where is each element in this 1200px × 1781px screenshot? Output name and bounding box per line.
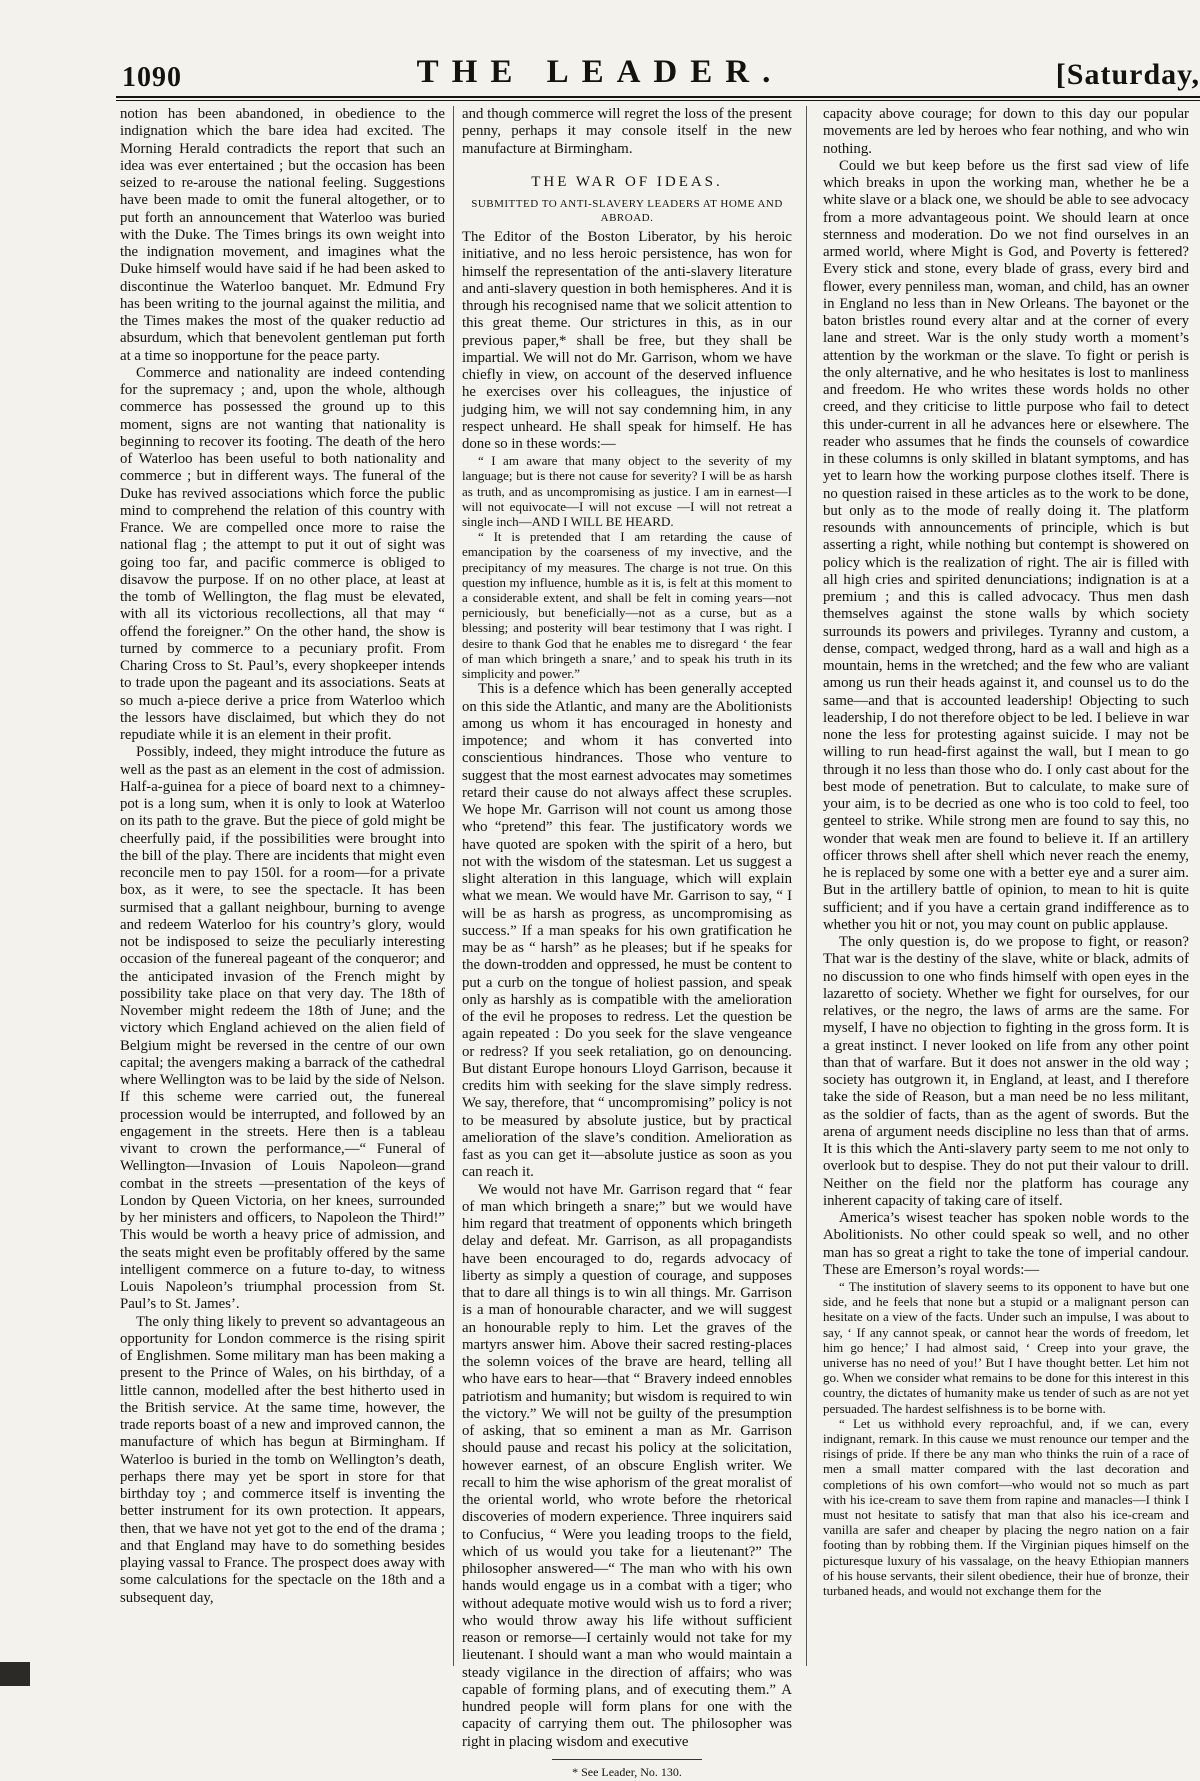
masthead-title: THE LEADER. bbox=[416, 54, 784, 90]
article-paragraph: capacity above courage; for down to this day our popular movements are led by heroes who fear nothing, and who win nothing. bbox=[823, 106, 1189, 157]
section-subtitle: SUBMITTED TO ANTI-SLAVERY LEADERS AT HOME AND ABROAD. bbox=[471, 198, 783, 224]
column-divider-1 bbox=[453, 106, 454, 1666]
article-paragraph: Could we but keep before us the first sad view of life which breaks in upon the working man, whether he be a white slave or a black one, we should be able to see advocacy from a more advantageous point. We should learn at once sternness and moderation. Do we not find ourselves in an armed world, where Might is God, and Poverty is fettered? Every stick and stone, every blade of grass, every bird and flower, every penniless man, woman, and child, has an owner in England no less than in New Orleans. The bayonet or the baton bristles round every altar and at the corner of every lane and street. War is the only study worth a moment’s attention by the workman or the slave. To fight or perish is the only alternative, and he who hesitates is lost to manliness and freedom. He who writes these words holds no other creed, and they criticise to little purpose who fail to detect this under-current in all he advances here or elsewhere. The reader who assumes that he finds the counsels of cowardice in these columns is only skilled in blatant symptoms, and has yet to learn how the working purpose clothes itself. There is no question raised in these articles as to the work to be done, but only as to the mode of really doing it. The platform resounds with announcements of principle, which is but asserting a right, while nothing but contempt is showered on policy which is the realization of right. The air is filled with all high cries and spirited denunciations; indignation is at a premium ; and this is called advocacy. Thus men dash themselves against the stone walls by which society surrounds its powers and privileges. Tyranny and custom, a dense, compact, wedged throng, hard as a wall and high as a mountain, hems in the wretched; and the few who are valiant among us run their heads against it, and counsel us to do the same—and that is accounted leadership! Objecting to such leadership, I do not therefore object to be led. I believe in war none the less for protesting against suicide. I may not be willing to run head-first against the wall, but I mean to go through it no less than those who do. I only cast about for the best mode of penetration. But to calculate, to make sure of your aim, is to be decried as one who is too cold to feel, too genteel to strike. While strong men are found to say this, no wonder that weak men are found to believe it. If an artillery officer throws shell after shell which never reach the enemy, he is replaced by some one with a better eye and a surer aim. But in the artillery battle of opinion, to mean to hit is quite sufficient; and if you have a certain grand indifference as to whether you hit or not, you may count on public applause. bbox=[823, 157, 1189, 933]
article-paragraph: and though commerce will regret the loss of the present penny, perhaps it may console itself in the new manufacture at Birmingham. bbox=[462, 106, 792, 157]
page-number: 1090 bbox=[122, 62, 182, 93]
header-day: [Saturday, bbox=[1055, 58, 1200, 91]
header-rule bbox=[116, 96, 1200, 98]
section-title: THE WAR OF IDEAS. bbox=[531, 173, 723, 190]
block-quote: “ I am aware that many object to the severity of my language; but is there not cause for severity? I will be as harsh as truth, and as uncompromising as justice. I am in earnest—I will not equivocate—I will not excuse —I will not retreat a single inch—AND I WILL BE HEARD. bbox=[462, 453, 792, 530]
footnote: * See Leader, No. 130. bbox=[572, 1764, 682, 1779]
column-3 bbox=[823, 106, 1189, 1672]
article-paragraph: notion has been abandoned, in obedience to the indignation which the bare idea had excited. The Morning Herald contradicts the report that such an idea was ever entertained ; but the occasion has been seized to re-arouse the national feeling. Suggestions have been made to omit the funeral altogether, or to put forth an announcement that Waterloo was buried with the Duke. The Times brings its own weight into the indignation movement, and imagines what the Duke himself would have said if he had been asked to discontinue the Waterloo banquet. Mr. Edmund Fry has been writing to the journal against the militia, and the Times makes the most of the quaker reductio ad absurdum, which that benevolent gentleman put forth at a time so inopportune for the peace party. bbox=[120, 106, 445, 364]
footnote-rule bbox=[552, 1759, 702, 1760]
article-paragraph: This is a defence which has been generally accepted on this side the Atlantic, and many are the Abolitionists among us whom it has encouraged in honesty and impotence; and whom it has converted into conscientious hindrances. Those who venture to suggest that the most earnest advocates may sometimes retard their cause do not always affect these scruples. We hope Mr. Garrison will not count us among those who “pretend” this fear. The justificatory words we have quoted are spoken with the spirit of a hero, but not with the wisdom of the statesman. Let us suggest a slight alteration in this language, which will explain what we mean. We would have Mr. Garrison to say, “ I will be as harsh as progress, as uncompromising as success.” If a man speaks for his own gratification he may be as “ harsh” as he pleases; but if he speaks for the down-trodden and oppressed, he must be content to put a curb on the tongue of holiest passion, and speak only as harshly as is compatible with the amelioration of the evil he proposes to redress. Let the question be again repeated : Do you seek for the slave vengeance or redress? If you seek retaliation, go on denouncing. But distant Europe honours Lloyd Garrison, because it credits him with seeking for the slave simply redress. We say, therefore, that “ uncompromising” policy is not to be measured by absolute justice, but by practical amelioration of the slave’s condition. Amelioration as fast as you can get it—absolute justice as soon as you can reach it. bbox=[462, 681, 792, 1181]
column-1 bbox=[120, 106, 445, 1672]
header-rule-thin bbox=[116, 100, 1200, 101]
block-quote: “ Let us withhold every reproachful, and, if we can, every indignant, remark. In this cause we must renounce our temper and the risings of pride. If there be any man who thinks the ruin of a race of men a small matter compared with the last decoration and completions of his own comfort—who would not so much as part with his ice-cream to save them from rapine and manacles—I think I must not hesitate to satisfy that man that also his ice-cream and vanilla are safer and cheaper by placing the negro nation on a fair footing than by robbing them. If the Virginian piques himself on the picturesque luxury of his vassalage, on the heavy Ethiopian manners of his house servants, their silent obedience, their hue of bronze, their turbaned heads, and would not exchange them for the bbox=[823, 1415, 1189, 1599]
scan-corner-mark bbox=[0, 1662, 30, 1686]
article-paragraph: The only thing likely to prevent so advantageous an opportunity for London commerce is the rising spirit of Englishmen. Some military man has been making a present to the Prince of Wales, on his birthday, of a little cannon, modelled after the best hitherto used in the British service. At the same time, however, the trade reports boast of a new and improved cannon, the manufacture of which has begun at Birmingham. If Waterloo is buried in the tomb on Wellington’s death, perhaps there may yet be sport in store for that birthday toy ; and commerce itself is inventing the better instrument for its own protection. It appears, then, that we have not yet got to the end of the drama ; and that England may have to do something besides playing vassal to France. The prospect does away with some calculations for the spectacle on the 18th and a subsequent day, bbox=[120, 1313, 445, 1606]
page-header bbox=[0, 0, 1200, 105]
block-quote: “ It is pretended that I am retarding the cause of emancipation by the coarseness of my invective, and the precipitancy of my measures. The charge is not true. On this question my influence, humble as it is, is felt at this moment to a considerable extent, and shall be felt in coming years—not perniciously, but beneficially—not as a curse, but as a blessing; and posterity will bear testimony that I was right. I desire to thank God that he enables me to disregard ‘ the fear of man which bringeth a snare,’ and to speak his truth in its simplicity and power.” bbox=[462, 529, 792, 682]
column-2 bbox=[462, 106, 792, 1779]
article-paragraph: America’s wisest teacher has spoken noble words to the Abolitionists. No other could speak so well, and no other man has so great a right to take the tone of imperial candour. These are Emerson’s royal words:— bbox=[823, 1210, 1189, 1278]
column-divider-2 bbox=[806, 106, 807, 1666]
article-paragraph: The Editor of the Boston Liberator, by his heroic initiative, and no less heroic persistence, has won for himself the representation of the anti-slavery literature and anti-slavery question in both hemispheres. And it is through his recognised name that we solicit attention to this great theme. Our strictures in this, as in our previous paper,* shall be free, but they shall be impartial. We will not do Mr. Garrison, whom we have chiefly in view, on account of the deserved influence he exercises over his colleagues, the injustice of judging him, we will not say condemning him, in any respect unheard. He shall speak for himself. He has done so in these words:— bbox=[462, 229, 792, 452]
article-paragraph: Possibly, indeed, they might introduce the future as well as the past as an element in the cost of admission. Half-a-guinea for a piece of board next to a chimney-pot is a long sum, when it is only to look at Waterloo on its path to the grave. But the piece of gold might be cheerfully paid, if the possibilities were brought into the bill of the play. There are incidents that might even reconcile men to pay 150l. for a room—for a private box, as it were, to see the spectacle. It has been surmised that a gallant neighbour, burning to avenge and redeem Waterloo for his country’s glory, would not be indisposed to seize the peculiarly interesting occasion of the funereal pageant of the conqueror; and the anticipated invasion of the French might by possibility take place on that very day. The 18th of November might redeem the 18th of June; and the victory which England achieved on the alien field of Belgium might be reversed in the centre of our own capital; the avengers making a barrack of the cathedral where Wellington was to be laid by the side of Nelson. If this scheme were carried out, the funereal procession would be interrupted, and followed by an engagement in the streets. Here then is a tableau vivant to crown the performance,—“ Funeral of Wellington—Invasion of Louis Napoleon—grand combat in the streets —presentation of the keys of London by Queen Victoria, on her knees, surrounded by her ministers and officers, to Napoleon the Third!” This would be worth a heavy price of admission, and the seats might even be profitably offered by the same intelligent commerce on a future to-day, to witness Louis Napoleon’s triumphal procession from St. Paul’s to St. James’. bbox=[120, 744, 445, 1313]
article-paragraph: The only question is, do we propose to fight, or reason? That war is the destiny of the slave, white or black, admits of no discussion to one who finds himself with open eyes in the lazaretto of society. Whether we fight for ourselves, for our relatives, or the negro, the laws of arms are the same. For myself, I have no objection to fighting in the gross form. It is a great instinct. I never looked on life from any other point than that of warfare. But it does not answer in the old way ; society has outgrown it, in England, at least, and I therefore take the side of Reason, but a man need be no less militant, as the soldier of facts, than as the agent of swords. But the arena of argument needs discipline no less than that of arms. It is this which the Anti-slavery party seem to me not only to overlook but to despise. They do not put their valour to drill. Neither on the field nor the platform has courage any inherent capacity of taking care of itself. bbox=[823, 934, 1189, 1209]
article-paragraph: Commerce and nationality are indeed contending for the supremacy ; and, upon the whole, although commerce has possessed the ground up to this moment, signs are not wanting that nationality is beginning to recover its footing. The death of the hero of Waterloo has been useful to both nationality and commerce ; but in different ways. The funeral of the Duke has revived associations which force the public mind to comprehend the relation of this country with France. We are compelled once more to raise the national flag ; the attempt to put it out of sight was going too far, and pacific commerce is obliged to disavow the purpose. If on no other place, at least at the tomb of Wellington, the flag must be elevated, with all its victorious recollections, all that may “ offend the foreigner.” On the other hand, the show is turned by commerce to a pecuniary profit. From Charing Cross to St. Paul’s, every shopkeeper intends to trade upon the pageant and its associations. Seats at so much a-piece derive a price from Waterloo which the lessors have disclaimed, but which they do not repudiate while it is an element in their profit. bbox=[120, 364, 445, 743]
article-paragraph: We would not have Mr. Garrison regard that “ fear of man which bringeth a snare;” but we would have him regard that treatment of opponents which bringeth delay and defeat. Mr. Garrison, as all propagandists have been encouraged to do, regards advocacy of liberty as simply a question of courage, and supposes that to dare all things is to win all things. Mr. Garrison is a man of honourable character, and we will suggest an honourable reply to him. Let the graves of the martyrs answer him. Above their sacred resting-places the solemn voices of the brave are heard, telling all who have ears to hear—that “ Bravery indeed ennobles patriotism and humanity; but wisdom is required to win the victory.” We will not be guilty of the presumption of asking, that so eminent a man as Mr. Garrison should pause and recast his policy at the solicitation, however earnest, of an obscure English writer. We recall to him the wise aphorism of the great moralist of the oriental world, who wrote before the rhetorical discoveries of modern experience. Three inquirers said to Confucius, “ Were you leading troops to the field, which of us would you take for a lieutenant?” The philosopher answered—“ The man who with his own hands would engage us in a combat with a tiger; who without adequate motive would wish us to ford a river; who would throw away his life without sufficient reason or remorse—I certainly would not take for my lieutenant. I should want a man who would maintain a steady vigilance in the direction of affairs; who was capable of forming plans, and of executing them.” A hundred people will form plans for one with the capacity of carrying them out. The philosopher was right in placing wisdom and executive bbox=[462, 1181, 792, 1750]
block-quote: “ The institution of slavery seems to its opponent to have but one side, and he feels that none but a stupid or a malignant person can hesitate on a view of the facts. Under such an impulse, I was about to say, ‘ If any cannot speak, or cannot hear the words of freedom, let him go hence;’ I had almost said, ‘ Creep into your grave, the universe has no need of you!’ But I have thought better. Let him not go. When we consider what remains to be done for this interest in this country, the dictates of humanity make us tender of such as are not yet persuaded. The hardest selfishness is to be borne with. bbox=[823, 1279, 1189, 1416]
